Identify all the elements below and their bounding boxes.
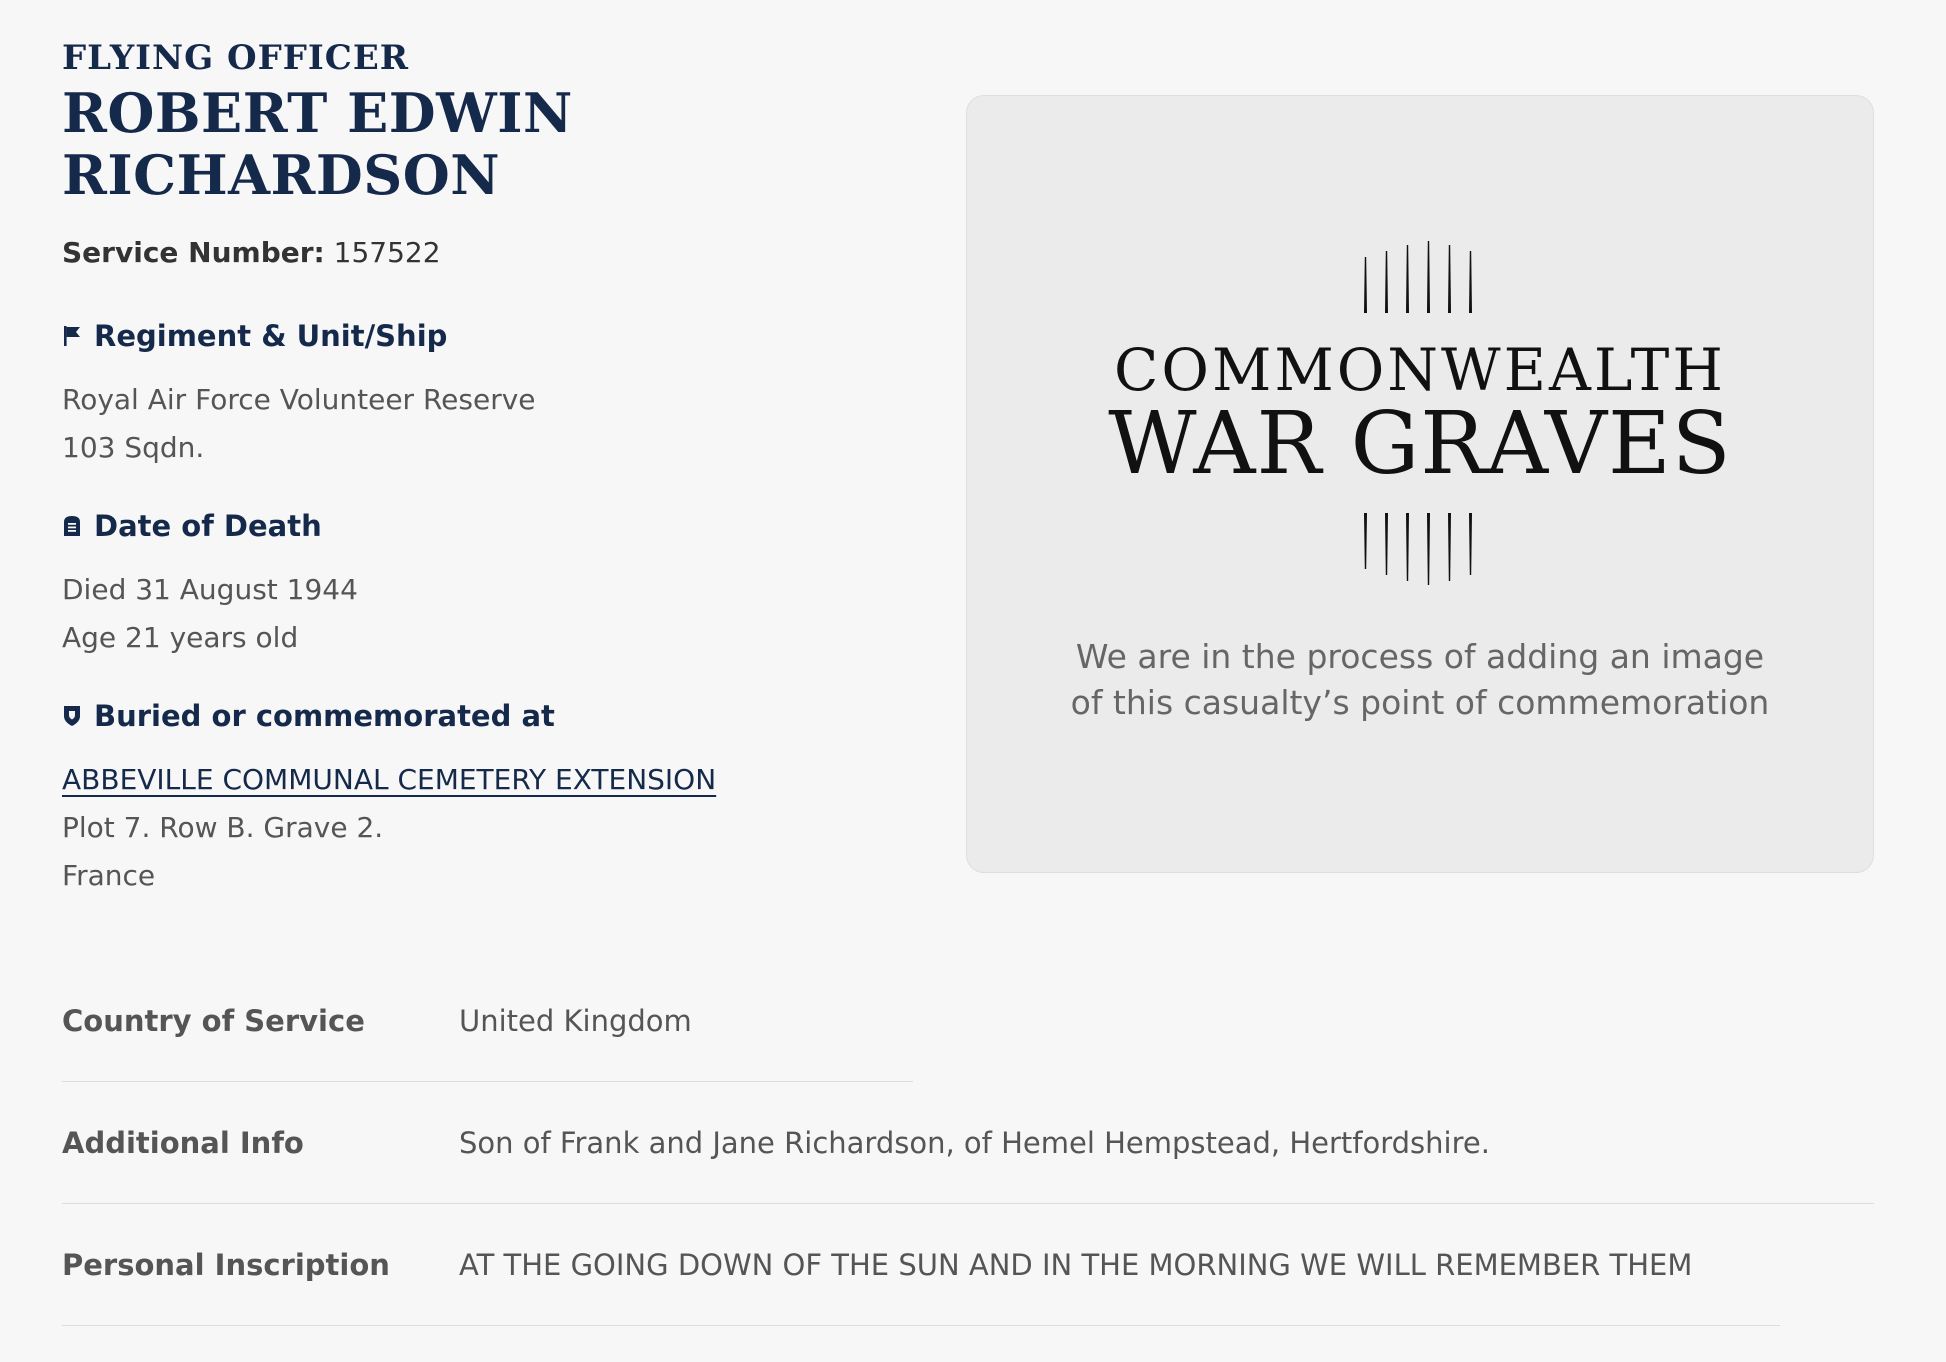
date-of-death-heading xyxy=(62,506,902,546)
regiment-heading-label: Regiment & Unit/Ship xyxy=(94,319,448,353)
casualty-name xyxy=(62,82,902,206)
detail-value: United Kingdom xyxy=(459,1003,692,1038)
service-number-label: Service Number: xyxy=(62,236,325,269)
detail-row-country xyxy=(62,960,913,1082)
detail-value: AT THE GOING DOWN OF THE SUN AND IN THE MORNING WE WILL REMEMBER THEM xyxy=(459,1247,1693,1282)
casualty-rank: FLYING OFFICER xyxy=(62,38,410,78)
detail-label: Additional Info xyxy=(62,1125,304,1160)
cwgc-logo xyxy=(967,241,1873,585)
headstone-icon xyxy=(62,514,82,538)
image-pending-message xyxy=(1007,634,1833,726)
detail-row-inscription xyxy=(62,1204,1780,1326)
casualty-name-line2: RICHARDSON xyxy=(62,143,501,207)
burial-country: France xyxy=(62,859,156,892)
grave-reference: Plot 7. Row B. Grave 2. xyxy=(62,811,384,844)
additional-details-table xyxy=(62,960,1874,1326)
date-of-death-heading-label: Date of Death xyxy=(94,509,322,543)
service-number xyxy=(62,234,902,272)
casualty-name-line1: ROBERT EDWIN xyxy=(62,81,573,145)
detail-label: Personal Inscription xyxy=(62,1247,390,1282)
regiment-line: 103 Sqdn. xyxy=(62,431,205,464)
burial-lines xyxy=(62,756,902,900)
logo-ticks-top-icon xyxy=(1355,241,1485,313)
image-pending-line1: We are in the process of adding an image xyxy=(1075,637,1765,676)
detail-value: Son of Frank and Jane Richardson, of Hemel Hempstead, Hertfordshire. xyxy=(459,1125,1490,1160)
logo-text-war-graves: WAR GRAVES xyxy=(1108,394,1732,494)
regiment-lines xyxy=(62,376,902,472)
detail-row-additional-info xyxy=(62,1082,1874,1204)
death-date: Died 31 August 1944 xyxy=(62,573,358,606)
death-age: Age 21 years old xyxy=(62,621,299,654)
flag-icon xyxy=(62,324,82,348)
casualty-details xyxy=(62,34,902,900)
detail-label: Country of Service xyxy=(62,1003,365,1038)
shield-icon xyxy=(62,704,82,728)
logo-ticks-bottom-icon xyxy=(1355,513,1485,585)
buried-heading-label: Buried or commemorated at xyxy=(94,699,555,733)
logo-text-commonwealth: COMMONWEALTH xyxy=(1114,336,1726,404)
buried-heading xyxy=(62,696,902,736)
commemoration-image-placeholder xyxy=(966,95,1874,873)
death-lines xyxy=(62,566,902,662)
service-number-value: 157522 xyxy=(333,236,441,269)
image-pending-line2: of this casualty’s point of commemoration xyxy=(1070,683,1770,722)
regiment-heading xyxy=(62,316,902,356)
regiment-line: Royal Air Force Volunteer Reserve xyxy=(62,383,536,416)
cemetery-link[interactable]: ABBEVILLE COMMUNAL CEMETERY EXTENSION xyxy=(62,763,717,796)
